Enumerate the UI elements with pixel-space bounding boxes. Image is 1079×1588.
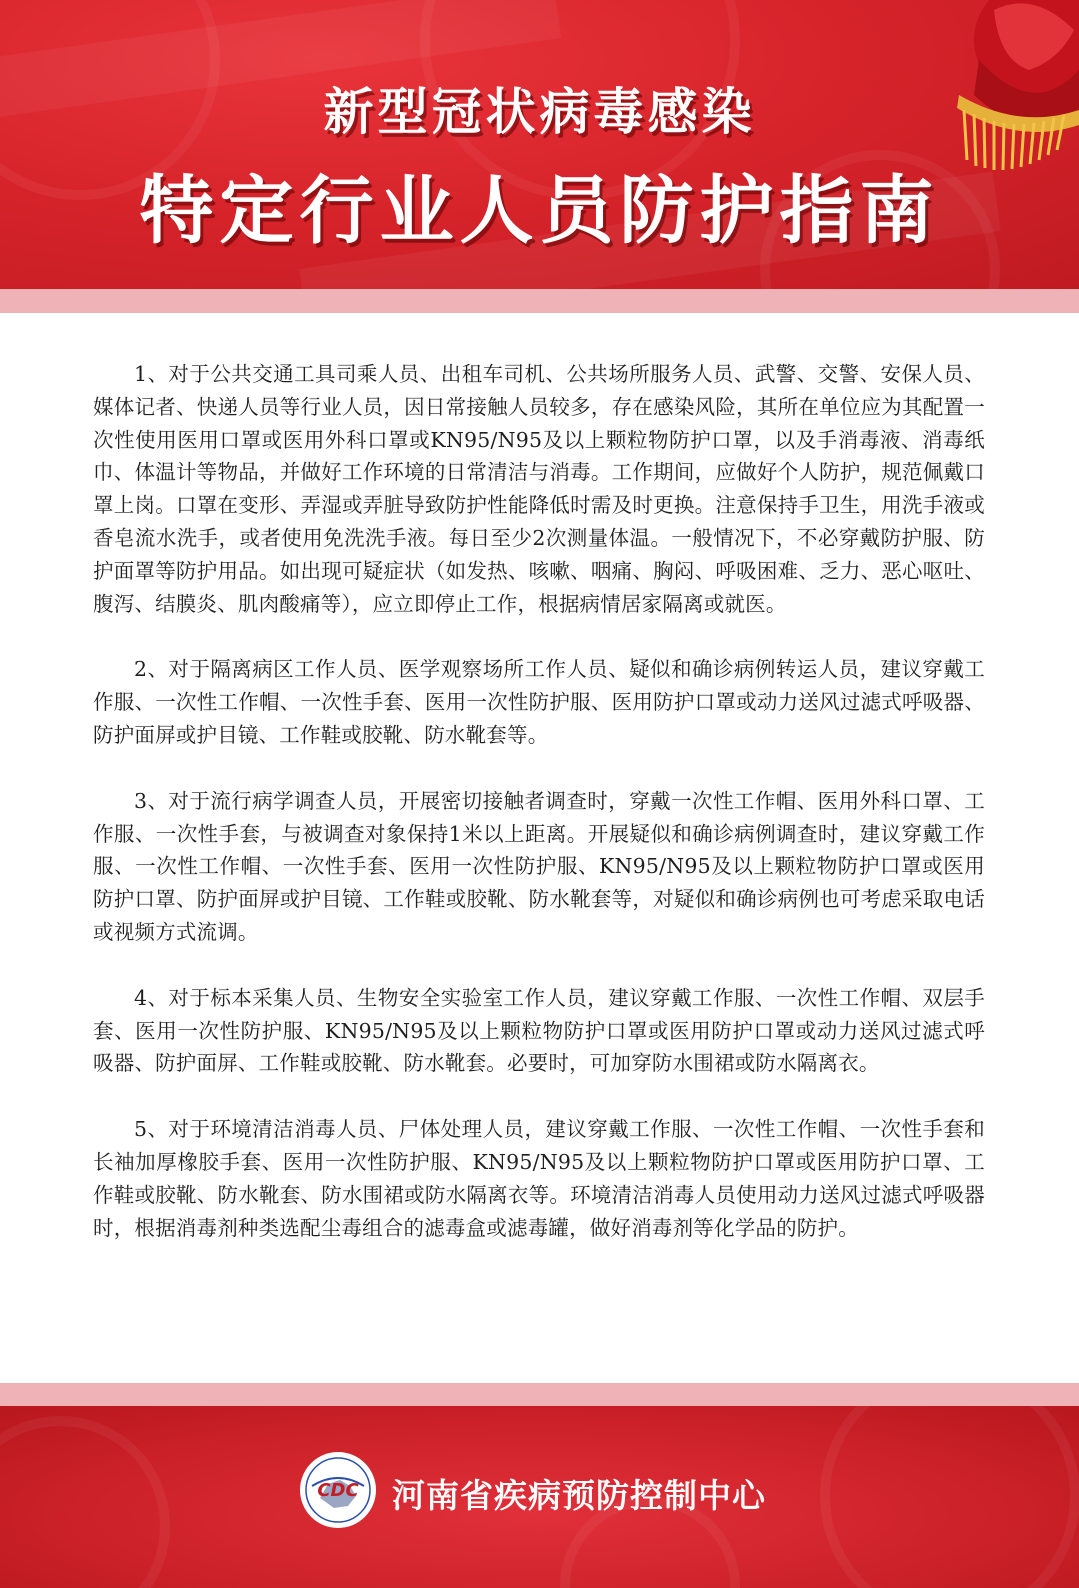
guideline-paragraph-1: 1、对于公共交通工具司乘人员、出租车司机、公共场所服务人员、武警、交警、安保人员、媒体记者、快递人员等行业人员，因日常接触人员较多，存在感染风险，其所在单位应为其配置一次性使用医用口罩或医用外科口罩或KN95/N95及以上颗粒物防护口罩，以及手消毒液、消毒纸巾、体温计等物品，并做好工作环境的日常清洁与消毒。工作期间，应做好个人防护，规范佩戴口罩上岗。口罩在变形、弄湿或弄脏导致防护性能降低时需及时更换。注意保持手卫生，用洗手液或香皂流水洗手，或者使用免洗洗手液。每日至少2次测量体温。一般情况下，不必穿戴防护服、防护面罩等防护用品。如出现可疑症状（如发热、咳嗽、咽痛、胸闷、呼吸困难、乏力、恶心呕吐、腹泻、结膜炎、肌肉酸痛等），应立即停止工作，根据病情居家隔离或就医。 xyxy=(93,362,985,616)
guideline-paragraph-2: 2、对于隔离病区工作人员、医学观察场所工作人员、疑似和确诊病例转运人员，建议穿戴工作服、一次性工作帽、一次性手套、医用一次性防护服、医用防护口罩或动力送风过滤式呼吸器、防护面屏或护目镜、工作鞋或胶靴、防水靴套等。 xyxy=(93,657,985,747)
svg-text:CDC: CDC xyxy=(317,1480,359,1501)
header-banner xyxy=(0,0,1079,290)
page-title-line2: 特定行业人员防护指南 xyxy=(139,168,940,254)
guideline-paragraph-5: 5、对于环境清洁消毒人员、尸体处理人员，建议穿戴工作服、一次性工作帽、一次性手套和长袖加厚橡胶手套、医用一次性防护服、KN95/N95及以上颗粒物防护口罩或医用防护口罩、工作鞋或胶靴、防水靴套、防水围裙或防水隔离衣等。环境清洁消毒人员使用动力送风过滤式呼吸器时，根据消毒剂种类选配尘毒组合的滤毒盒或滤毒罐，做好消毒剂等化学品的防护。 xyxy=(93,1117,985,1240)
footer-banner xyxy=(0,1406,1079,1588)
bottom-divider-band xyxy=(0,1383,1079,1407)
page-title-line1: 新型冠状病毒感染 xyxy=(323,83,756,141)
guideline-paragraph-3: 3、对于流行病学调查人员，开展密切接触者调查时，穿戴一次性工作帽、医用外科口罩、工作服、一次性手套，与被调查对象保持1米以上距离。开展疑似和确诊病例调查时，建议穿戴工作服、一次性工作帽、一次性手套、医用一次性防护服、KN95/N95及以上颗粒物防护口罩或医用防护口罩、防护面屏或护目镜、工作鞋或胶靴、防水靴套等，对疑似和确诊病例也可考虑采取电话或视频方式流调。 xyxy=(93,788,985,944)
organization-name: 河南省疾病预防控制中心 xyxy=(392,1476,766,1515)
top-divider-band xyxy=(0,289,1079,313)
lantern-icon xyxy=(939,0,1079,190)
guideline-paragraph-4: 4、对于标本采集人员、生物安全实验室工作人员，建议穿戴工作服、一次性工作帽、双层手套、医用一次性防护服、KN95/N95及以上颗粒物防护口罩或医用防护口罩或动力送风过滤式呼吸器、防护面屏、工作鞋或胶靴、防水靴套。必要时，可加穿防水围裙或防水隔离衣。 xyxy=(93,985,985,1076)
guideline-content xyxy=(93,358,985,1277)
cdc-logo-icon xyxy=(298,1450,378,1530)
